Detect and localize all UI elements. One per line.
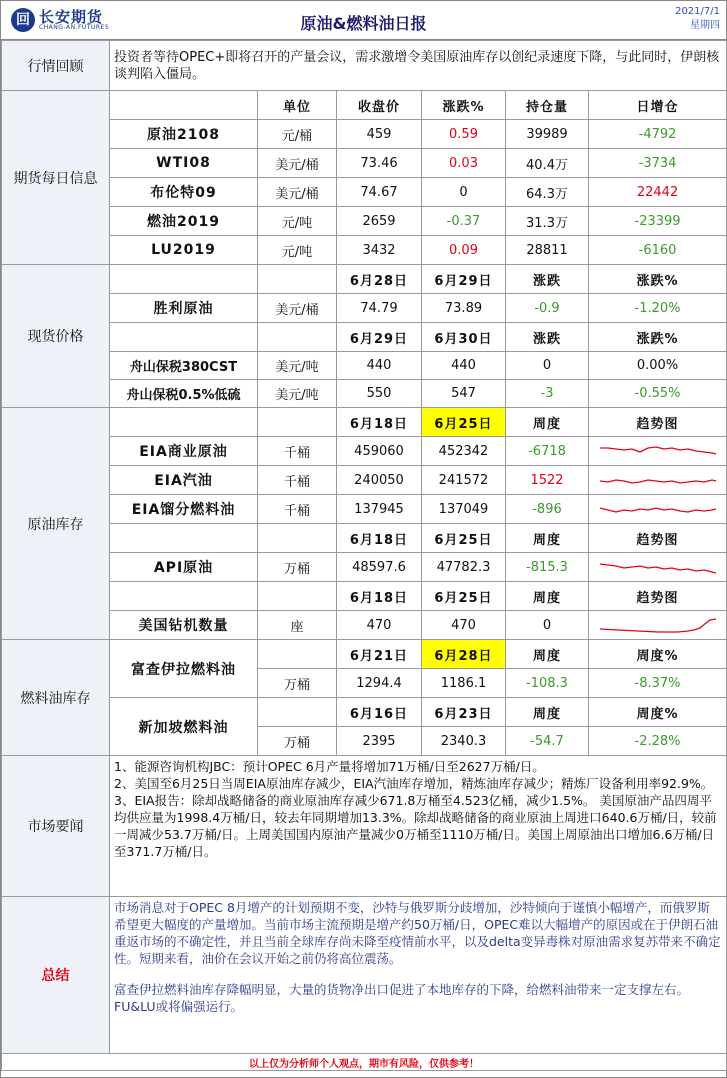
trend-sparkline-cell — [589, 495, 727, 524]
inventory-row — [2, 437, 727, 466]
news-item: 3、EIA报告：除却战略储备的商业原油库存减少671.8万桶至4.523亿桶，减少1.5%。 美国原油产品四周平均供应量为1998.4万桶/日，较去年同期增加13.3%。除却战略储备的商业原油上周进口640.6万桶/日，较前一周减少53.7万桶/日。上周美国国内原油产量减少0万桶至1110万桶/日。美国上周原油出口增加6.6万桶/日至371.7万桶/日。 — [114, 793, 717, 859]
fuel-change: -108.3 — [506, 669, 589, 698]
fuel-d1: 1294.4 — [337, 669, 422, 698]
spot-header-date2: 6月30日 — [422, 323, 506, 352]
spot-name: 舟山保税0.5%低硫 — [110, 380, 258, 408]
futures-header-oi: 持仓量 — [506, 91, 589, 120]
spot-pct: 0.00% — [589, 352, 727, 380]
fuel-header-weekly: 周度 — [506, 640, 589, 669]
spot-d1: 550 — [337, 380, 422, 408]
inventory-row — [2, 553, 727, 582]
inv-header-date2: 6月25日 — [422, 582, 506, 611]
fuel-header-pct: 周度% — [589, 640, 727, 669]
inv-header-blank — [110, 582, 258, 611]
futures-header-blank — [110, 91, 258, 120]
inv-header-trend: 趋势图 — [589, 524, 727, 553]
futures-daily: -4792 — [589, 120, 727, 149]
spot-row — [2, 380, 727, 408]
inv-header-trend: 趋势图 — [589, 582, 727, 611]
weekday-text: 星期四 — [690, 20, 720, 31]
futures-close: 2659 — [337, 207, 422, 236]
trend-sparkline-cell — [589, 466, 727, 495]
inv-d2: 470 — [422, 611, 506, 640]
spot-d2: 440 — [422, 352, 506, 380]
futures-change: 0.59 — [422, 120, 506, 149]
news-item: 1、能源咨询机构JBC：预计OPEC 6月产量将增加71万桶/日至2627万桶/日。 — [114, 759, 545, 774]
inv-change: -896 — [506, 495, 589, 524]
report-date — [675, 5, 720, 33]
spot-header-blank — [258, 323, 337, 352]
fuel-d2: 2340.3 — [422, 727, 506, 756]
fuel-d1: 2395 — [337, 727, 422, 756]
inv-header-date1: 6月18日 — [337, 408, 422, 437]
fuel-name: 富查伊拉燃料油 — [110, 640, 258, 698]
inv-header-date1: 6月18日 — [337, 524, 422, 553]
futures-name: 原油2108 — [110, 120, 258, 149]
spot-unit: 美元/桶 — [258, 294, 337, 323]
futures-name: 布伦特09 — [110, 178, 258, 207]
inv-header-blank — [110, 524, 258, 553]
summary-paragraph: 富查伊拉燃料油库存降幅明显，大量的货物净出口促进了本地库存的下降，给燃料油带来一定支撑左右。FU&LU或将偏强运行。 — [114, 982, 690, 1014]
spot-name: 胜利原油 — [110, 294, 258, 323]
fuel-d2: 1186.1 — [422, 669, 506, 698]
spot-d2: 547 — [422, 380, 506, 408]
summary-section-label: 总结 — [2, 897, 110, 1054]
fuel-header-pct: 周度% — [589, 698, 727, 727]
spot-header-change: 涨跌 — [506, 323, 589, 352]
trend-sparkline-cell — [589, 553, 727, 582]
fuel-unit: 万桶 — [258, 669, 337, 698]
inv-header-blank — [258, 582, 337, 611]
review-section-label: 行情回顾 — [2, 41, 110, 91]
futures-header-daily: 日增仓 — [589, 91, 727, 120]
inv-change: -6718 — [506, 437, 589, 466]
inv-unit: 千桶 — [258, 437, 337, 466]
spot-pct: -0.55% — [589, 380, 727, 408]
spot-header-pct: 涨跌% — [589, 323, 727, 352]
spot-row — [2, 294, 727, 323]
spot-header-date1: 6月28日 — [337, 265, 422, 294]
news-text — [110, 756, 727, 897]
inv-header-blank — [110, 408, 258, 437]
fuel-header-weekly: 周度 — [506, 698, 589, 727]
inv-name: 美国钻机数量 — [110, 611, 258, 640]
futures-section-label: 期货每日信息 — [2, 91, 110, 265]
spot-row — [2, 352, 727, 380]
futures-row — [2, 236, 727, 265]
inv-change: -815.3 — [506, 553, 589, 582]
futures-oi: 40.4万 — [506, 149, 589, 178]
inv-name: EIA商业原油 — [110, 437, 258, 466]
inv-d2: 241572 — [422, 466, 506, 495]
spot-name: 舟山保税380CST — [110, 352, 258, 380]
futures-change: -0.37 — [422, 207, 506, 236]
futures-row — [2, 120, 727, 149]
fuel-pct: -8.37% — [589, 669, 727, 698]
news-item: 2、美国至6月25日当周EIA原油库存减少，EIA汽油库存增加，精炼油库存减少；精炼厂设备利用率92.9%。 — [114, 776, 714, 791]
futures-row — [2, 178, 727, 207]
inv-header-date2: 6月25日 — [422, 408, 506, 437]
futures-daily: -6160 — [589, 236, 727, 265]
inv-d1: 48597.6 — [337, 553, 422, 582]
inv-header-trend: 趋势图 — [589, 408, 727, 437]
fuel-header-date2: 6月28日 — [422, 640, 506, 669]
spot-d1: 74.79 — [337, 294, 422, 323]
inv-unit: 千桶 — [258, 495, 337, 524]
logo-emblem-icon: 回 — [11, 8, 35, 32]
futures-daily: -3734 — [589, 149, 727, 178]
futures-unit: 美元/桶 — [258, 178, 337, 207]
spot-header-change: 涨跌 — [506, 265, 589, 294]
futures-daily: -23399 — [589, 207, 727, 236]
fuel-header-date2: 6月23日 — [422, 698, 506, 727]
futures-unit: 元/桶 — [258, 120, 337, 149]
inv-d2: 137049 — [422, 495, 506, 524]
futures-close: 74.67 — [337, 178, 422, 207]
futures-oi: 39989 — [506, 120, 589, 149]
inv-header-date2: 6月25日 — [422, 524, 506, 553]
spot-change: -0.9 — [506, 294, 589, 323]
trend-sparkline — [598, 614, 718, 636]
fuel-header-blank — [258, 640, 337, 669]
summary-paragraph: 市场消息对于OPEC 8月增产的计划预期不变，沙特与俄罗斯分歧增加，沙特倾向于谨慎小幅增产，而俄罗斯希望更大幅度的产量增加。当前市场主流预期是增产约50万桶/日，OPEC难以大幅增产的原因或在于伊朗石油重返市场的不确定性，并且当前全球库存尚未降至疫情前水平，以及delta变异毒株对原油需求复苏带来不确定性。短期来看，油价在会议开始之前仍将高位震荡。 — [114, 900, 721, 966]
futures-row — [2, 207, 727, 236]
futures-close: 73.46 — [337, 149, 422, 178]
fuel-unit: 万桶 — [258, 727, 337, 756]
futures-close: 3432 — [337, 236, 422, 265]
spot-header-blank — [110, 323, 258, 352]
fuel-header-date1: 6月21日 — [337, 640, 422, 669]
inv-d2: 47782.3 — [422, 553, 506, 582]
inv-header-weekly: 周度 — [506, 408, 589, 437]
spot-header-pct: 涨跌% — [589, 265, 727, 294]
inventory-row — [2, 611, 727, 640]
inv-name: EIA馏分燃料油 — [110, 495, 258, 524]
inv-unit: 万桶 — [258, 553, 337, 582]
inv-unit: 座 — [258, 611, 337, 640]
futures-daily: 22442 — [589, 178, 727, 207]
spot-header-date1: 6月29日 — [337, 323, 422, 352]
futures-name: LU2019 — [110, 236, 258, 265]
fuel-header-blank — [258, 698, 337, 727]
inv-d1: 459060 — [337, 437, 422, 466]
news-section-label: 市场要闻 — [2, 756, 110, 897]
fuel-change: -54.7 — [506, 727, 589, 756]
trend-sparkline — [598, 498, 718, 520]
inv-header-blank — [258, 524, 337, 553]
spot-d2: 73.89 — [422, 294, 506, 323]
spot-unit: 美元/吨 — [258, 380, 337, 408]
futures-name: 燃油2019 — [110, 207, 258, 236]
futures-close: 459 — [337, 120, 422, 149]
futures-oi: 64.3万 — [506, 178, 589, 207]
futures-unit: 元/吨 — [258, 236, 337, 265]
fuel-header-date1: 6月16日 — [337, 698, 422, 727]
spot-pct: -1.20% — [589, 294, 727, 323]
futures-change: 0.09 — [422, 236, 506, 265]
inv-d1: 240050 — [337, 466, 422, 495]
spot-section-label: 现货价格 — [2, 265, 110, 408]
futures-oi: 28811 — [506, 236, 589, 265]
report-title: 原油&燃料油日报 — [300, 14, 427, 33]
inv-header-date1: 6月18日 — [337, 582, 422, 611]
spot-change: 0 — [506, 352, 589, 380]
futures-unit: 美元/桶 — [258, 149, 337, 178]
trend-sparkline-cell — [589, 437, 727, 466]
futures-unit: 元/吨 — [258, 207, 337, 236]
spot-change: -3 — [506, 380, 589, 408]
futures-header-unit: 单位 — [258, 91, 337, 120]
review-text: 投资者等待OPEC+即将召开的产量会议，需求激增令美国原油库存以创纪录速度下降，与此同时，伊朗核谈判陷入僵局。 — [110, 41, 727, 91]
inv-unit: 千桶 — [258, 466, 337, 495]
inventory-row — [2, 466, 727, 495]
company-name-cn: 长安期货 — [39, 8, 104, 26]
summary-text — [110, 897, 727, 1054]
inv-name: EIA汽油 — [110, 466, 258, 495]
spot-header-blank — [258, 265, 337, 294]
futures-oi: 31.3万 — [506, 207, 589, 236]
futures-header-change: 涨跌% — [422, 91, 506, 120]
futures-row — [2, 149, 727, 178]
trend-sparkline — [598, 469, 718, 491]
trend-sparkline — [598, 556, 718, 578]
date-text: 2021/7/1 — [675, 6, 720, 17]
inv-name: API原油 — [110, 553, 258, 582]
inv-d1: 137945 — [337, 495, 422, 524]
company-name-en: CHANG-AN.FUTURES — [39, 24, 110, 31]
futures-header-close: 收盘价 — [337, 91, 422, 120]
futures-change: 0.03 — [422, 149, 506, 178]
inv-d1: 470 — [337, 611, 422, 640]
spot-header-blank — [110, 265, 258, 294]
inv-change: 0 — [506, 611, 589, 640]
spot-d1: 440 — [337, 352, 422, 380]
spot-unit: 美元/吨 — [258, 352, 337, 380]
inv-header-weekly: 周度 — [506, 524, 589, 553]
report-table — [1, 40, 727, 1071]
inv-header-blank — [258, 408, 337, 437]
inv-change: 1522 — [506, 466, 589, 495]
inventory-row — [2, 495, 727, 524]
crude-inventory-section-label: 原油库存 — [2, 408, 110, 640]
trend-sparkline — [598, 440, 718, 462]
inv-header-weekly: 周度 — [506, 582, 589, 611]
trend-sparkline-cell — [589, 611, 727, 640]
fuel-name: 新加坡燃料油 — [110, 698, 258, 756]
futures-change: 0 — [422, 178, 506, 207]
futures-name: WTI08 — [110, 149, 258, 178]
fuel-pct: -2.28% — [589, 727, 727, 756]
spot-header-date2: 6月29日 — [422, 265, 506, 294]
report-header — [1, 1, 726, 40]
disclaimer-footer: 以上仅为分析师个人观点，期市有风险，仅供参考！ — [2, 1054, 727, 1071]
inv-d2: 452342 — [422, 437, 506, 466]
fuel-inventory-section-label: 燃料油库存 — [2, 640, 110, 756]
